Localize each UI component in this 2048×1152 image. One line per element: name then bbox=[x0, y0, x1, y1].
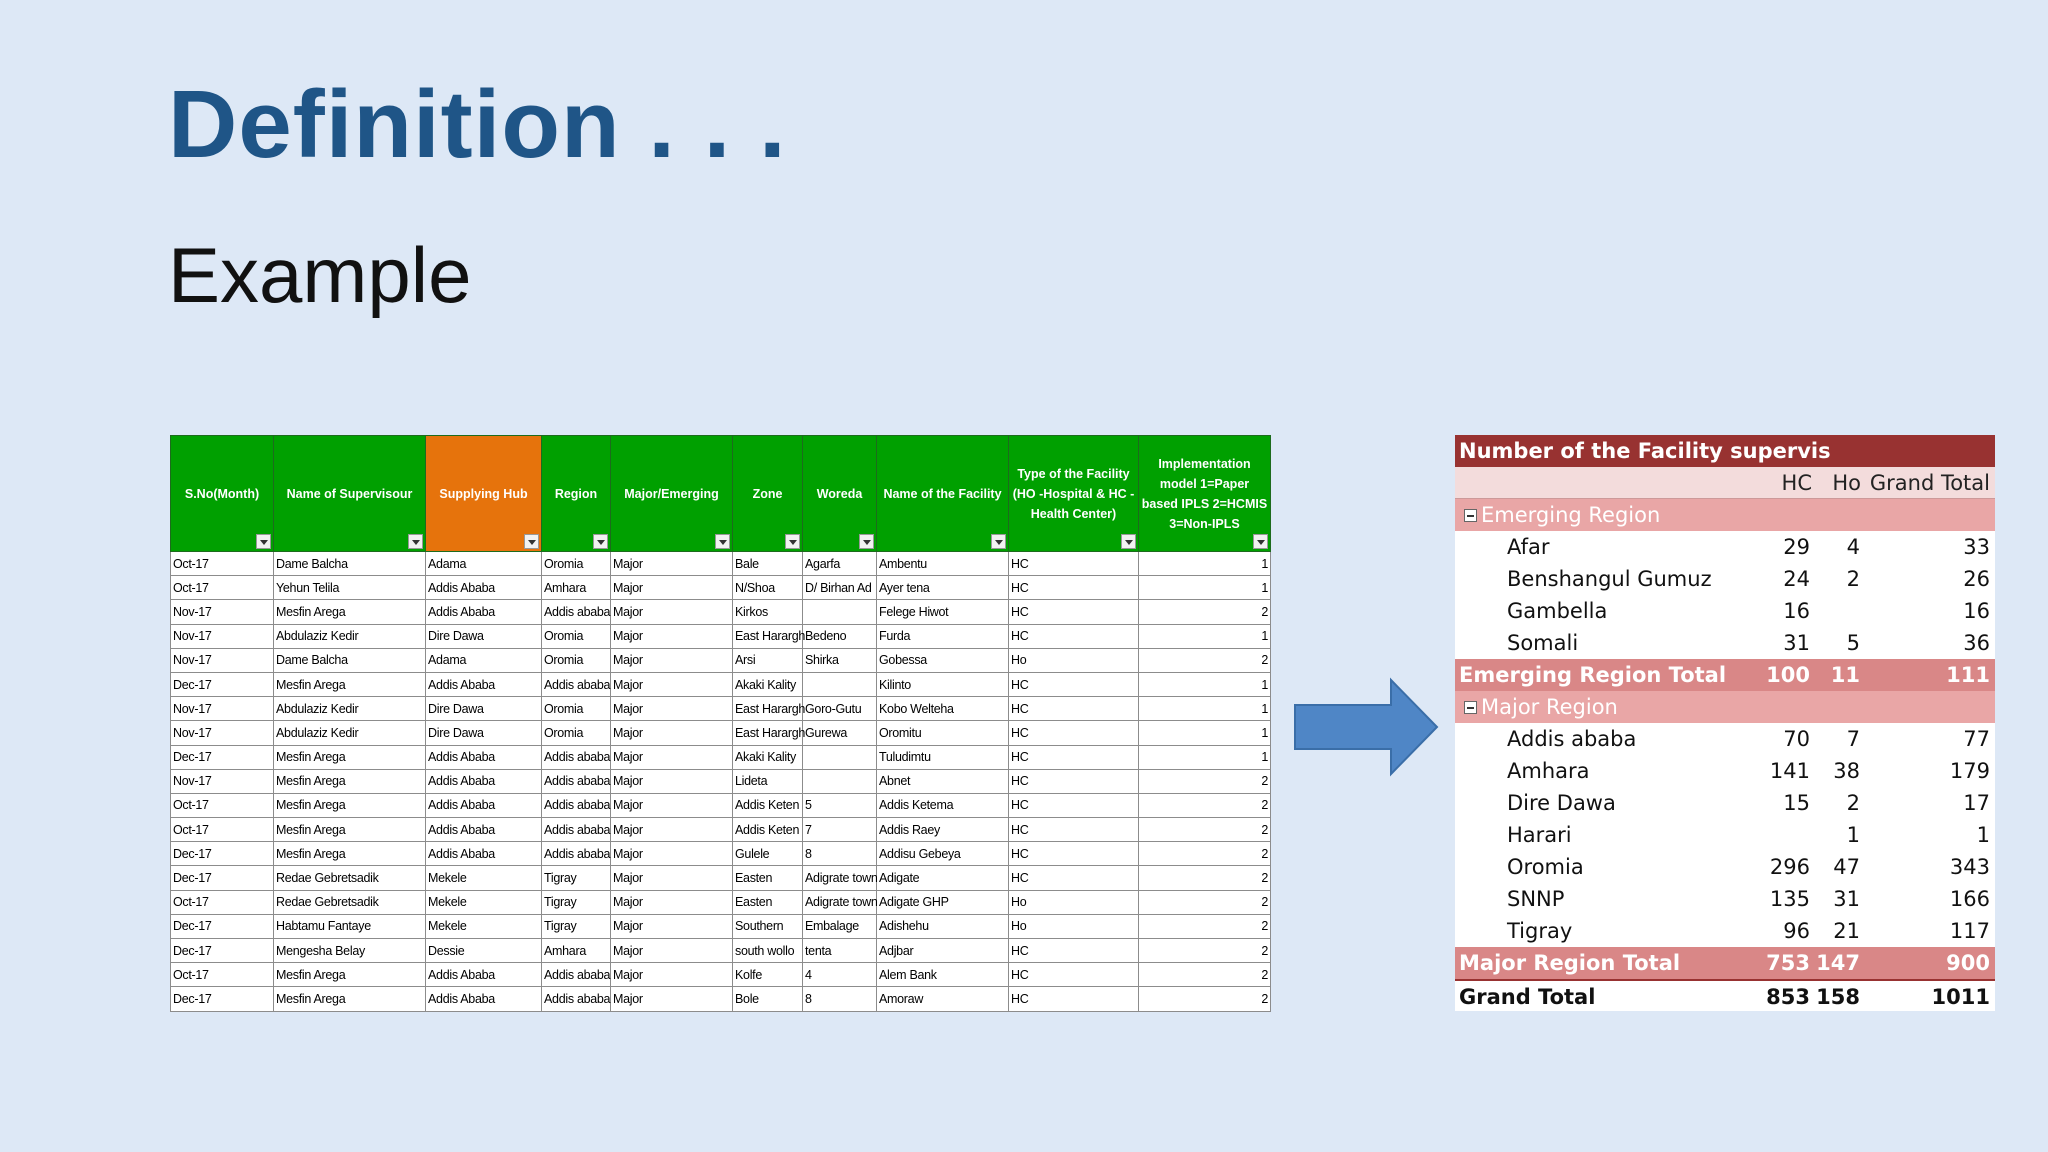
table-cell[interactable]: Oct-17 bbox=[171, 818, 274, 842]
table-cell[interactable]: Akaki Kality bbox=[733, 672, 803, 696]
pivot-group-header[interactable]: Major Region bbox=[1455, 691, 1995, 723]
table-cell[interactable]: Mesfin Arega bbox=[274, 987, 426, 1011]
table-cell[interactable]: Habtamu Fantaye bbox=[274, 914, 426, 938]
table-cell[interactable]: HC bbox=[1009, 745, 1139, 769]
pivot-grand-total-row: Grand Total 853 158 1011 bbox=[1455, 979, 1995, 1011]
filter-dropdown-icon[interactable] bbox=[256, 534, 271, 549]
table-cell[interactable]: Major bbox=[611, 672, 733, 696]
table-cell[interactable] bbox=[803, 745, 877, 769]
collapse-minus-icon[interactable] bbox=[1464, 701, 1477, 714]
table-cell[interactable] bbox=[803, 600, 877, 624]
table-cell[interactable]: Mekele bbox=[426, 914, 542, 938]
table-cell[interactable]: Oromia bbox=[542, 697, 611, 721]
table-cell[interactable]: 2 bbox=[1139, 866, 1271, 890]
table-cell[interactable]: Mesfin Arega bbox=[274, 818, 426, 842]
table-cell[interactable]: Addis Keten bbox=[733, 818, 803, 842]
table-row bbox=[171, 963, 1271, 987]
table-row bbox=[171, 987, 1271, 1011]
table-cell[interactable]: Addis Ababa bbox=[426, 793, 542, 817]
table-cell[interactable]: tenta bbox=[803, 939, 877, 963]
table-cell[interactable]: Dec-17 bbox=[171, 842, 274, 866]
table-cell[interactable]: 2 bbox=[1139, 793, 1271, 817]
col-header-implementation-model[interactable]: Implementation model 1=Paper based IPLS 2=HCMIS 3=Non-IPLS bbox=[1139, 436, 1271, 552]
table-cell[interactable]: Goro-Gutu bbox=[803, 697, 877, 721]
table-cell[interactable]: Addis ababa bbox=[542, 963, 611, 987]
col-header-month[interactable]: S.No(Month) bbox=[171, 436, 274, 552]
table-cell[interactable]: HC bbox=[1009, 793, 1139, 817]
table-cell[interactable]: Addis ababa bbox=[542, 769, 611, 793]
table-cell[interactable]: Gulele bbox=[733, 842, 803, 866]
table-cell[interactable]: HC bbox=[1009, 769, 1139, 793]
pivot-subtotal-row: Emerging Region Total 100 11 111 bbox=[1455, 659, 1995, 691]
table-cell[interactable]: Abdulaziz Kedir bbox=[274, 697, 426, 721]
table-cell[interactable]: Nov-17 bbox=[171, 624, 274, 648]
table-cell[interactable]: Tuludimtu bbox=[877, 745, 1009, 769]
table-cell[interactable]: Bedeno bbox=[803, 624, 877, 648]
col-header-hub[interactable]: Supplying Hub bbox=[426, 436, 542, 552]
table-cell[interactable]: 2 bbox=[1139, 600, 1271, 624]
table-cell[interactable]: Dame Balcha bbox=[274, 552, 426, 576]
table-row bbox=[171, 842, 1271, 866]
table-cell[interactable]: 8 bbox=[803, 842, 877, 866]
table-cell[interactable]: HC bbox=[1009, 721, 1139, 745]
table-cell[interactable]: Kilinto bbox=[877, 672, 1009, 696]
table-row bbox=[171, 624, 1271, 648]
table-cell[interactable]: 1 bbox=[1139, 576, 1271, 600]
table-cell[interactable]: 1 bbox=[1139, 624, 1271, 648]
table-cell[interactable]: 1 bbox=[1139, 721, 1271, 745]
table-cell[interactable]: Addis Ababa bbox=[426, 600, 542, 624]
table-cell[interactable]: N/Shoa bbox=[733, 576, 803, 600]
table-cell[interactable]: Addis Raey bbox=[877, 818, 1009, 842]
filter-dropdown-icon[interactable] bbox=[524, 534, 539, 549]
table-cell[interactable]: Amhara bbox=[542, 939, 611, 963]
pivot-row: SNNP 135 31 166 bbox=[1507, 887, 1990, 911]
table-row bbox=[171, 721, 1271, 745]
table-cell[interactable]: Major bbox=[611, 914, 733, 938]
slide-title: Definition . . . bbox=[168, 71, 787, 178]
table-cell[interactable]: Dire Dawa bbox=[426, 721, 542, 745]
pivot-title: Number of the Facility supervis bbox=[1455, 435, 1768, 467]
table-cell[interactable]: Major bbox=[611, 769, 733, 793]
table-cell[interactable]: Oromia bbox=[542, 721, 611, 745]
pivot-row: Harari 1 1 bbox=[1507, 823, 1990, 847]
table-cell[interactable]: Addis ababa bbox=[542, 600, 611, 624]
table-cell[interactable]: Adigate bbox=[877, 866, 1009, 890]
sheet-header-row bbox=[171, 436, 1271, 552]
table-cell[interactable]: Gobessa bbox=[877, 648, 1009, 672]
table-cell[interactable]: Major bbox=[611, 793, 733, 817]
table-cell[interactable]: Akaki Kality bbox=[733, 745, 803, 769]
table-cell[interactable]: Oct-17 bbox=[171, 552, 274, 576]
table-cell[interactable]: 2 bbox=[1139, 890, 1271, 914]
table-cell[interactable]: Adama bbox=[426, 648, 542, 672]
pivot-row: Afar 29 4 33 bbox=[1507, 535, 1990, 559]
table-cell[interactable]: 1 bbox=[1139, 552, 1271, 576]
table-cell[interactable]: Major bbox=[611, 890, 733, 914]
table-cell[interactable]: D/ Birhan Ad bbox=[803, 576, 877, 600]
table-cell[interactable]: East Harargh bbox=[733, 624, 803, 648]
table-cell[interactable]: Nov-17 bbox=[171, 769, 274, 793]
table-cell[interactable]: HC bbox=[1009, 600, 1139, 624]
table-cell[interactable]: Yehun Telila bbox=[274, 576, 426, 600]
table-cell[interactable]: Major bbox=[611, 721, 733, 745]
table-cell[interactable]: Addis Ketema bbox=[877, 793, 1009, 817]
table-cell[interactable]: Major bbox=[611, 842, 733, 866]
table-cell[interactable]: Addis Keten bbox=[733, 793, 803, 817]
table-cell[interactable]: Major bbox=[611, 818, 733, 842]
table-cell[interactable]: HC bbox=[1009, 818, 1139, 842]
table-cell[interactable]: Bole bbox=[733, 987, 803, 1011]
table-cell[interactable]: Dame Balcha bbox=[274, 648, 426, 672]
table-cell[interactable]: Tigray bbox=[542, 866, 611, 890]
table-cell[interactable]: Agarfa bbox=[803, 552, 877, 576]
table-cell[interactable]: Major bbox=[611, 963, 733, 987]
table-cell[interactable]: Ho bbox=[1009, 890, 1139, 914]
table-cell[interactable]: 2 bbox=[1139, 818, 1271, 842]
table-cell[interactable]: Southern bbox=[733, 914, 803, 938]
table-cell[interactable]: Redae Gebretsadik bbox=[274, 890, 426, 914]
table-cell[interactable]: Adigrate town bbox=[803, 866, 877, 890]
table-cell[interactable]: HC bbox=[1009, 624, 1139, 648]
table-cell[interactable]: Addis ababa bbox=[542, 745, 611, 769]
table-cell[interactable]: Lideta bbox=[733, 769, 803, 793]
filter-dropdown-icon[interactable] bbox=[1121, 534, 1136, 549]
table-cell[interactable]: Ho bbox=[1009, 914, 1139, 938]
table-cell[interactable]: Mekele bbox=[426, 866, 542, 890]
table-cell[interactable]: Nov-17 bbox=[171, 697, 274, 721]
pivot-title-bar bbox=[1455, 435, 1995, 467]
filter-dropdown-icon[interactable] bbox=[785, 534, 800, 549]
table-cell[interactable]: Addis Ababa bbox=[426, 745, 542, 769]
table-cell[interactable]: Adjbar bbox=[877, 939, 1009, 963]
table-cell[interactable]: HC bbox=[1009, 939, 1139, 963]
table-cell[interactable]: Adigate GHP bbox=[877, 890, 1009, 914]
table-cell[interactable]: Oromia bbox=[542, 624, 611, 648]
table-cell[interactable]: Abdulaziz Kedir bbox=[274, 624, 426, 648]
pivot-subtotal-row: Major Region Total 753 147 900 bbox=[1455, 947, 1995, 979]
table-cell[interactable]: Easten bbox=[733, 866, 803, 890]
table-cell[interactable]: Adama bbox=[426, 552, 542, 576]
col-header-major-emerging[interactable]: Major/Emerging bbox=[611, 436, 733, 552]
col-header-supervisor[interactable]: Name of Supervisour bbox=[274, 436, 426, 552]
pivot-group-header[interactable]: Emerging Region bbox=[1455, 499, 1995, 531]
table-cell[interactable]: Dire Dawa bbox=[426, 624, 542, 648]
table-cell[interactable]: Dec-17 bbox=[171, 672, 274, 696]
table-cell[interactable]: Nov-17 bbox=[171, 721, 274, 745]
table-cell[interactable]: Oromia bbox=[542, 648, 611, 672]
table-cell[interactable]: Kobo Welteha bbox=[877, 697, 1009, 721]
table-cell[interactable]: Addis ababa bbox=[542, 987, 611, 1011]
table-cell[interactable]: Addis Ababa bbox=[426, 842, 542, 866]
pivot-row: Benshangul Gumuz 24 2 26 bbox=[1507, 567, 1990, 591]
table-cell[interactable]: Redae Gebretsadik bbox=[274, 866, 426, 890]
slide-subtitle: Example bbox=[168, 231, 472, 319]
table-cell[interactable]: HC bbox=[1009, 672, 1139, 696]
table-cell[interactable]: Major bbox=[611, 987, 733, 1011]
table-row bbox=[171, 672, 1271, 696]
table-cell[interactable]: Mesfin Arega bbox=[274, 672, 426, 696]
table-cell[interactable]: Oct-17 bbox=[171, 963, 274, 987]
collapse-minus-icon[interactable] bbox=[1464, 509, 1477, 522]
table-cell[interactable]: 1 bbox=[1139, 697, 1271, 721]
table-cell[interactable]: 2 bbox=[1139, 987, 1271, 1011]
table-cell[interactable]: Tigray bbox=[542, 890, 611, 914]
table-cell[interactable]: 8 bbox=[803, 987, 877, 1011]
table-cell[interactable]: Addis Ababa bbox=[426, 963, 542, 987]
table-cell[interactable]: Mengesha Belay bbox=[274, 939, 426, 963]
table-cell[interactable]: Oct-17 bbox=[171, 576, 274, 600]
table-cell[interactable]: Adigrate town bbox=[803, 890, 877, 914]
pivot-row: Tigray 96 21 117 bbox=[1507, 919, 1990, 943]
table-cell[interactable]: Major bbox=[611, 576, 733, 600]
table-cell[interactable]: Mekele bbox=[426, 890, 542, 914]
table-cell[interactable]: Ayer tena bbox=[877, 576, 1009, 600]
table-cell[interactable]: Addis ababa bbox=[542, 672, 611, 696]
pivot-column-headers bbox=[1455, 467, 1995, 499]
table-row bbox=[171, 600, 1271, 624]
table-cell[interactable] bbox=[803, 769, 877, 793]
table-cell[interactable]: Major bbox=[611, 745, 733, 769]
table-cell[interactable]: Adishehu bbox=[877, 914, 1009, 938]
table-cell[interactable]: Easten bbox=[733, 890, 803, 914]
table-cell[interactable]: Furda bbox=[877, 624, 1009, 648]
table-cell[interactable]: HC bbox=[1009, 552, 1139, 576]
table-cell[interactable]: 2 bbox=[1139, 963, 1271, 987]
table-cell[interactable]: Addis Ababa bbox=[426, 672, 542, 696]
filter-dropdown-icon[interactable] bbox=[991, 534, 1006, 549]
table-cell[interactable]: Mesfin Arega bbox=[274, 963, 426, 987]
table-cell[interactable]: Addis Ababa bbox=[426, 818, 542, 842]
table-cell[interactable]: Nov-17 bbox=[171, 648, 274, 672]
pivot-row: Gambella 16 16 bbox=[1507, 599, 1990, 623]
table-cell[interactable]: Mesfin Arega bbox=[274, 600, 426, 624]
table-cell[interactable]: Gurewa bbox=[803, 721, 877, 745]
filter-dropdown-icon[interactable] bbox=[408, 534, 423, 549]
table-cell[interactable]: Bale bbox=[733, 552, 803, 576]
table-row bbox=[171, 697, 1271, 721]
pivot-table bbox=[1455, 435, 1995, 1011]
pivot-row: Dire Dawa 15 2 17 bbox=[1507, 791, 1990, 815]
table-cell[interactable]: Oct-17 bbox=[171, 793, 274, 817]
table-cell[interactable]: Nov-17 bbox=[171, 600, 274, 624]
table-cell[interactable]: HC bbox=[1009, 987, 1139, 1011]
pivot-row: Addis ababa 70 7 77 bbox=[1507, 727, 1990, 751]
table-row bbox=[171, 890, 1271, 914]
table-cell[interactable]: Embalage bbox=[803, 914, 877, 938]
table-cell[interactable]: 2 bbox=[1139, 769, 1271, 793]
filter-dropdown-icon[interactable] bbox=[859, 534, 874, 549]
table-cell[interactable]: HC bbox=[1009, 697, 1139, 721]
filter-dropdown-icon[interactable] bbox=[1253, 534, 1268, 549]
table-cell[interactable]: Felege Hiwot bbox=[877, 600, 1009, 624]
table-cell[interactable]: Dessie bbox=[426, 939, 542, 963]
table-row bbox=[171, 793, 1271, 817]
table-cell[interactable]: Addis ababa bbox=[542, 818, 611, 842]
table-cell[interactable]: Ambentu bbox=[877, 552, 1009, 576]
table-cell[interactable]: Abdulaziz Kedir bbox=[274, 721, 426, 745]
table-cell[interactable]: HC bbox=[1009, 576, 1139, 600]
table-cell[interactable]: HC bbox=[1009, 963, 1139, 987]
table-cell[interactable]: 2 bbox=[1139, 939, 1271, 963]
table-row bbox=[171, 576, 1271, 600]
table-cell[interactable]: Addis Ababa bbox=[426, 769, 542, 793]
table-cell[interactable]: Addis ababa bbox=[542, 842, 611, 866]
pivot-row: Amhara 141 38 179 bbox=[1507, 759, 1990, 783]
table-row bbox=[171, 552, 1271, 576]
table-cell[interactable]: Shirka bbox=[803, 648, 877, 672]
table-cell[interactable]: south wollo bbox=[733, 939, 803, 963]
table-cell[interactable]: Major bbox=[611, 600, 733, 624]
table-row bbox=[171, 818, 1271, 842]
table-cell[interactable]: Alem Bank bbox=[877, 963, 1009, 987]
table-cell[interactable]: Major bbox=[611, 552, 733, 576]
table-cell[interactable]: Addis Ababa bbox=[426, 987, 542, 1011]
table-cell[interactable]: Kolfe bbox=[733, 963, 803, 987]
table-cell[interactable] bbox=[803, 672, 877, 696]
sheet-body bbox=[171, 552, 1271, 1012]
table-cell[interactable]: 2 bbox=[1139, 648, 1271, 672]
table-cell[interactable]: Dire Dawa bbox=[426, 697, 542, 721]
table-cell[interactable]: Major bbox=[611, 624, 733, 648]
table-cell[interactable]: Abnet bbox=[877, 769, 1009, 793]
col-header-woreda[interactable]: Woreda bbox=[803, 436, 877, 552]
table-cell[interactable]: Dec-17 bbox=[171, 914, 274, 938]
table-cell[interactable]: HC bbox=[1009, 866, 1139, 890]
table-row bbox=[171, 648, 1271, 672]
table-cell[interactable]: Mesfin Arega bbox=[274, 842, 426, 866]
table-cell[interactable]: Major bbox=[611, 866, 733, 890]
table-cell[interactable]: Amoraw bbox=[877, 987, 1009, 1011]
table-cell[interactable]: Mesfin Arega bbox=[274, 793, 426, 817]
table-cell[interactable]: 2 bbox=[1139, 842, 1271, 866]
table-cell[interactable]: Addis ababa bbox=[542, 793, 611, 817]
table-cell[interactable]: Dec-17 bbox=[171, 987, 274, 1011]
table-cell[interactable]: 2 bbox=[1139, 914, 1271, 938]
table-cell[interactable]: Major bbox=[611, 648, 733, 672]
filter-dropdown-icon[interactable] bbox=[593, 534, 608, 549]
table-cell[interactable]: HC bbox=[1009, 842, 1139, 866]
col-header-zone[interactable]: Zone bbox=[733, 436, 803, 552]
table-row bbox=[171, 939, 1271, 963]
spreadsheet-table bbox=[170, 435, 1271, 1012]
table-cell[interactable]: Addisu Gebeya bbox=[877, 842, 1009, 866]
table-cell[interactable]: Ho bbox=[1009, 648, 1139, 672]
table-cell[interactable]: Amhara bbox=[542, 576, 611, 600]
table-cell[interactable]: Major bbox=[611, 939, 733, 963]
table-cell[interactable]: Major bbox=[611, 697, 733, 721]
pivot-body bbox=[1455, 499, 1995, 979]
table-cell[interactable]: Oct-17 bbox=[171, 890, 274, 914]
table-cell[interactable]: Oromitu bbox=[877, 721, 1009, 745]
table-cell[interactable]: Dec-17 bbox=[171, 939, 274, 963]
table-cell[interactable]: Mesfin Arega bbox=[274, 769, 426, 793]
pivot-row: Oromia 296 47 343 bbox=[1507, 855, 1990, 879]
pivot-row: Somali 31 5 36 bbox=[1507, 631, 1990, 655]
table-cell[interactable]: 1 bbox=[1139, 745, 1271, 769]
table-cell[interactable]: Addis Ababa bbox=[426, 576, 542, 600]
table-row bbox=[171, 914, 1271, 938]
pivot-col-grand-total: Grand Total bbox=[1869, 471, 1990, 495]
table-row bbox=[171, 769, 1271, 793]
right-arrow-icon bbox=[1294, 678, 1440, 776]
table-cell[interactable]: Oromia bbox=[542, 552, 611, 576]
filter-dropdown-icon[interactable] bbox=[715, 534, 730, 549]
table-cell[interactable]: East Harargh bbox=[733, 697, 803, 721]
table-cell[interactable]: Arsi bbox=[733, 648, 803, 672]
col-header-region[interactable]: Region bbox=[542, 436, 611, 552]
table-cell[interactable]: Mesfin Arega bbox=[274, 745, 426, 769]
table-row bbox=[171, 745, 1271, 769]
table-cell[interactable]: 4 bbox=[803, 963, 877, 987]
table-cell[interactable]: Tigray bbox=[542, 914, 611, 938]
pivot-col-ho: Ho bbox=[1832, 471, 1861, 495]
table-cell[interactable]: Dec-17 bbox=[171, 866, 274, 890]
table-cell[interactable]: 7 bbox=[803, 818, 877, 842]
table-cell[interactable]: East Harargh bbox=[733, 721, 803, 745]
table-row bbox=[171, 866, 1271, 890]
pivot-col-hc: HC bbox=[1781, 471, 1812, 495]
table-cell[interactable]: 1 bbox=[1139, 672, 1271, 696]
table-cell[interactable]: Dec-17 bbox=[171, 745, 274, 769]
col-header-facility-type[interactable]: Type of the Facility (HO -Hospital & HC - Health Center) bbox=[1009, 436, 1139, 552]
table-cell[interactable]: 5 bbox=[803, 793, 877, 817]
col-header-facility[interactable]: Name of the Facility bbox=[877, 436, 1009, 552]
table-cell[interactable]: Kirkos bbox=[733, 600, 803, 624]
